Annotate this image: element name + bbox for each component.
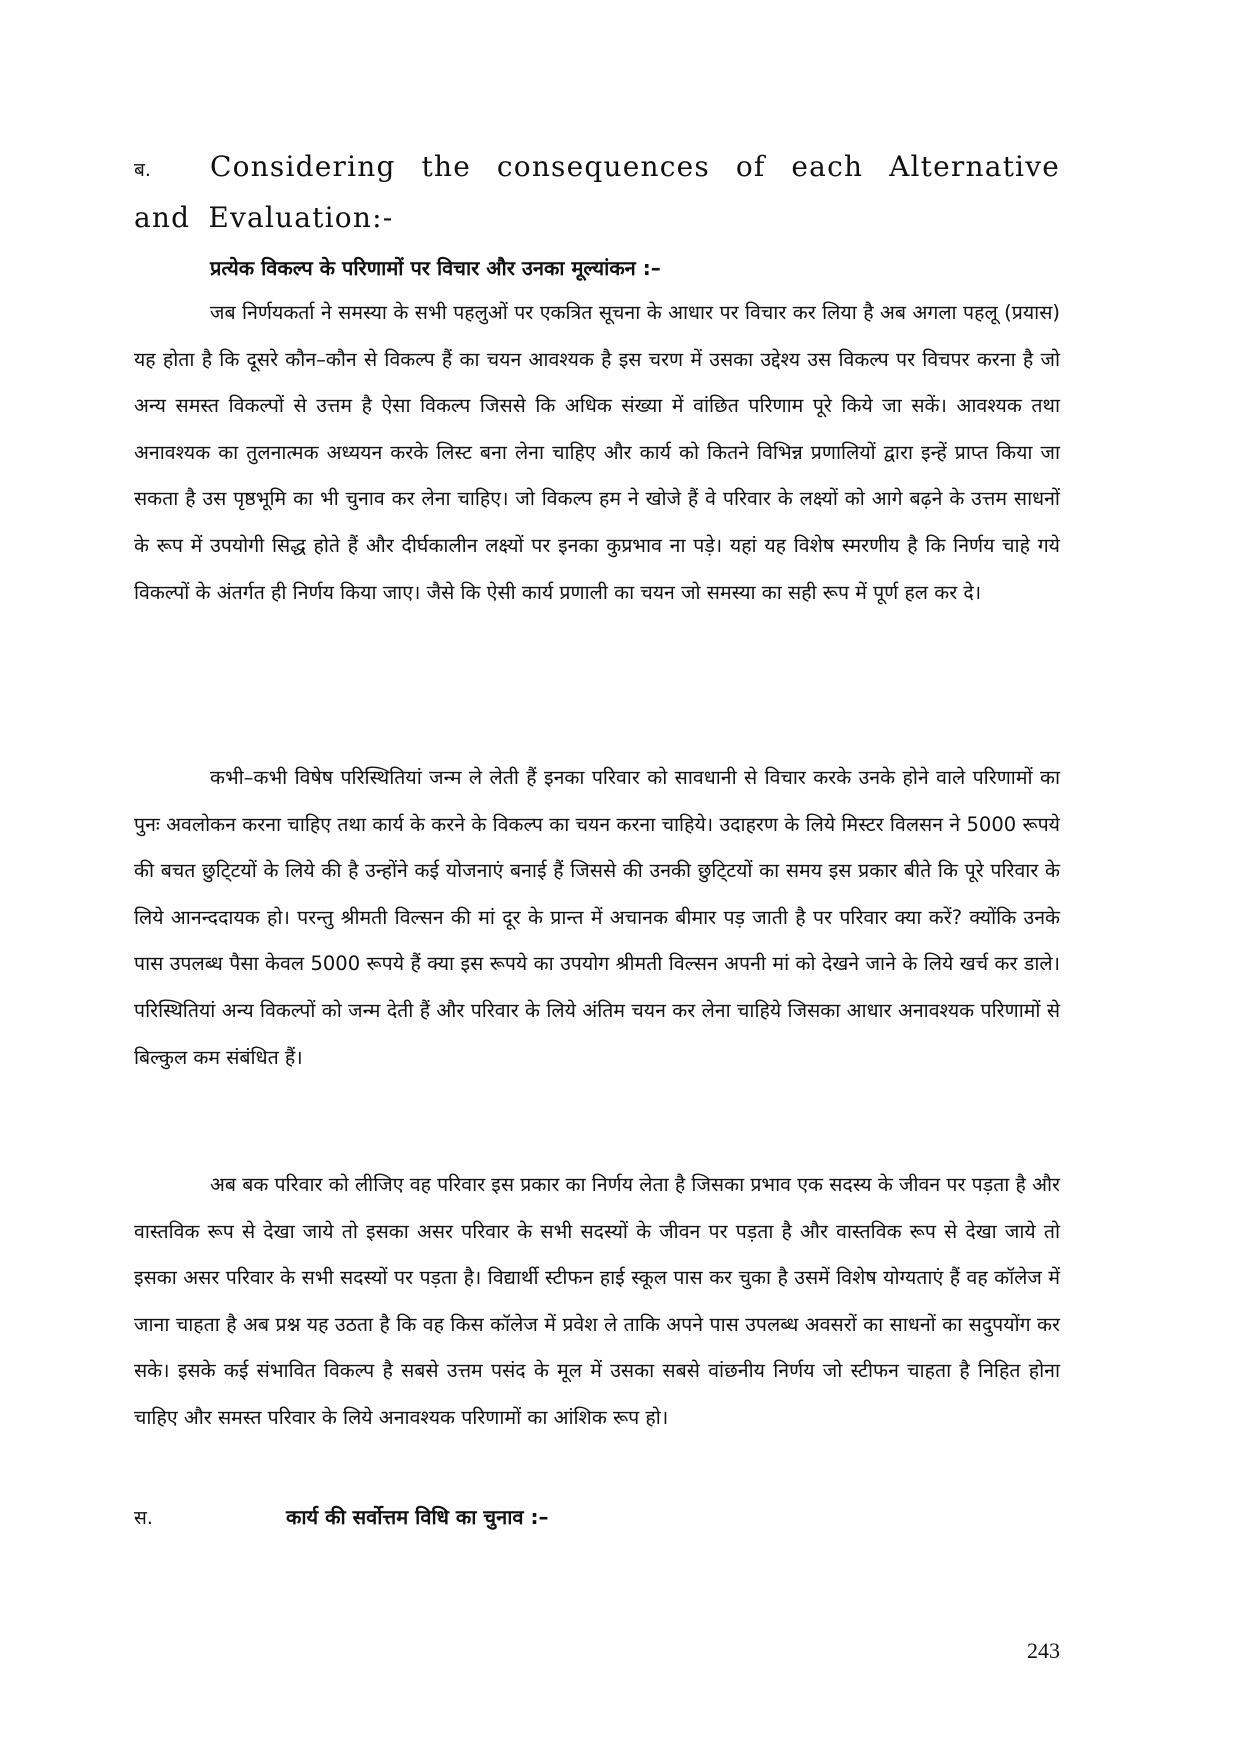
section-b-heading-text: Considering the consequences of each Alternative and Evaluation:- (134, 150, 1060, 234)
section-c-title: कार्य की सर्वोत्तम विधि का चुनाव :– (286, 1505, 549, 1529)
page-number: 243 (1027, 1638, 1060, 1663)
paragraph-1: जब निर्णयकर्ता ने समस्या के सभी पहलुओं पर एकत्रित सूचना के आधार पर विचार कर लिया है अब अगला पहलू (प्रयास) यह होता है कि दूसरे कौन–कौन से विकल्प हैं का चयन आवश्यक है इस चरण में उसका उद्देश्य उस विकल्प पर विचपर करना है जो अन्य समस्त विकल्पों से उत्तम है ऐसा विकल्प जिससे कि अधिक संख्या में वांछित परिणाम पूरे किये जा सकें। आवश्यक तथा अनावश्यक का तुलनात्मक अध्ययन करके लिस्ट बना लेना चाहिए और कार्य को कितने विभिन्न प्रणालियों द्वारा इन्हें प्राप्त किया जा सकता है उस पृष्ठभूमि का भी चुनाव कर लेना चाहिए। जो विकल्प हम ने खोजे हैं वे परिवार के लक्ष्यों को आगे बढ़ने के उत्तम साधनों के रूप में उपयोगी सिद्ध होते हैं और दीर्घकालीन लक्ष्यों पर इनका कुप्रभाव ना पड़े। यहां यह विशेष स्मरणीय है कि निर्णय चाहे गये विकल्पों के अंतर्गत ही निर्णय किया जाए। जैसे कि ऐसी कार्य प्रणाली का चयन जो समस्या का सही रूप में पूर्ण हल कर दे। (134, 301, 1060, 604)
section-c-heading (134, 1501, 1060, 1534)
paragraph-2: कभी–कभी विषेष परिस्थितियां जन्म ले लेती हैं इनका परिवार को सावधानी से विचार करके उनके होने वाले परिणामों का पुनः अवलोकन करना चाहिए तथा कार्य के करने के विकल्प का चयन करना चाहिये। उदाहरण के लिये मिस्टर विलसन ने 5000 रूपये की बचत छुटि्टयों के लिये की है उन्होंने कई योजनाएं बनाई हैं जिससे की उनकी छुटि्टयों का समय इस प्रकार बीते कि पूरे परिवार के लिये आनन्ददायक हो। परन्तु श्रीमती विल्सन की मां दूर के प्रान्त में अचानक बीमार पड़ जाती है पर परिवार क्या करें? क्योंकि उनके पास उपलब्ध पैसा केवल 5000 रूपये हैं क्या इस रूपये का उपयोग श्रीमती विल्सन अपनी मां को देखने जाने के लिये खर्च कर डाले। परिस्थितियां अन्य विकल्पों को जन्म देती हैं और परिवार के लिये अंतिम चयन कर लेना चाहिये जिसका आधार अनावश्यक परिणामों से बिल्कुल कम संबंधित हैं। (134, 766, 1060, 1069)
section-b-heading-hindi: प्रत्येक विकल्प के परिणामों पर विचार और उनका मूल्यांकन :– (210, 256, 661, 280)
section-c-marker: स. (134, 1507, 153, 1529)
paragraph-3: अब बक परिवार को लीजिए वह परिवार इस प्रकार का निर्णय लेता है जिसका प्रभाव एक सदस्य के जीवन पर पड़ता है और वास्तविक रूप से देखा जाये तो इसका असर परिवार के सभी सदस्यों के जीवन पर पड़ता है और वास्तविक रूप से देखा जाये तो इसका असर परिवार के सभी सदस्यों पर पड़ता है। विद्यार्थी स्टीफन हाई स्कूल पास कर चुका है उसमें विशेष योग्यताएं हैं वह कॉलेज में जाना चाहता है अब प्रश्न यह उठता है कि वह किस कॉलेज में प्रवेश ले ताकि अपने पास उपलब्ध अवसरों का साधनों का सदुपयोंग कर सके। इसके कई संभावित विकल्प है सबसे उत्तम पसंद के मूल में उसका सबसे वांछनीय निर्णय जो स्टीफन चाहता है निहित होना चाहिए और समस्त परिवार के लिये अनावश्यक परिणामों का आंशिक रूप हो। (134, 1173, 1060, 1429)
document-page (134, 0, 1060, 1753)
section-b-heading-english (134, 143, 1060, 241)
section-b-marker: ब. (134, 159, 151, 181)
